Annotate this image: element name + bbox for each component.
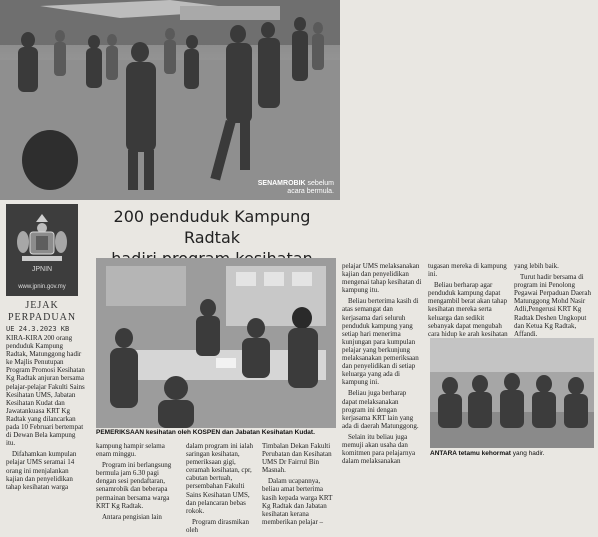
article-paragraph: Antara pengisian lain — [102, 512, 162, 521]
senamrobik-photo-illustration — [0, 0, 340, 200]
article-column-3 — [186, 442, 258, 537]
section-label — [6, 300, 78, 324]
article-paragraph: Program dirasmikan oleh — [186, 517, 249, 534]
health-check-caption-bold: PEMERIKSAAN kesihatan oleh KOSPEN dan Jabatan Kesihatan Kudat. — [96, 429, 315, 436]
article-column-7 — [514, 262, 594, 341]
health-check-photo-illustration — [96, 258, 336, 428]
top-photo-caption-text: sebelum acara bermula. — [287, 180, 334, 195]
top-photo — [0, 0, 340, 200]
article-paragraph: Program ini berlangsung bermula jam 6.30 pagi dengan sesi pendaftaran, senamrobik dan beberapa permainan bersama warga KRT Kg Radtak. — [96, 461, 172, 510]
guests-photo — [430, 338, 594, 448]
section-label-line-2: PERPADUAN — [7, 312, 77, 323]
article-column-4 — [262, 442, 336, 529]
article-paragraph: Beliau juga berharap dapat melaksanakan program ini dengan kerjasama KRT lain yang ada di daerah Matunggong. — [342, 389, 419, 430]
handwritten-date: UE 24.3.2023 KB — [6, 325, 70, 333]
headline-line-1: 200 penduduk Kampung Radtak — [113, 207, 311, 247]
article-paragraph: Turut hadir bersama di program ini Penolong Pegawai Perpaduan Daerah Matunggong Mohd Nasir Adli,Pengerusi KRT Kg Radtak Deshen Ungkoput dan Ketua Kg Radtak, Affandi. — [514, 273, 591, 338]
agency-name: JPNIN — [31, 266, 53, 273]
section-label-line-1: JEJAK — [25, 300, 59, 311]
article-column-2 — [96, 442, 176, 524]
article-paragraph: dalam program ini ialah saringan kesihatan, pemeriksaan gigi, ceramah kesihatan, cpr, cabutan bertuah, persembahan Fakulti Sains Kesihatan UMS, dan pelancaran bebas rokok. — [186, 442, 254, 515]
guests-photo-illustration — [430, 338, 594, 448]
article-paragraph: Difahamkan kumpulan pelajar UMS seramai 14 orang ini menjalankan kajian dan penyelidikan tahap kesihatan warga — [6, 450, 77, 491]
article-paragraph: KIRA-KIRA 200 orang penduduk Kampung Radtak, Matunggong hadir ke Majlis Penutupan Program Promosi Kesihatan Kg Radtak anjuran bersama pelajar-pelajar Fakulti Sains Kesihatan UMS, Jabatan Kesihatan Kudat dan Jawatankuasa KRT Kg Radtak yang dilancarkan pada 10 Februari bertempat di Dewan Bela kampung itu. — [6, 334, 85, 448]
article-column-1 — [6, 334, 86, 494]
top-photo-caption — [244, 180, 334, 196]
agency-url: www.jpnin.gov.my — [18, 284, 66, 290]
article-paragraph: Dalam ucapannya, beliau amat berterima kasih kepada warga KRT Kg Radtak dan Jabatan kesihatan kerana memberikan pelajar – — [262, 477, 333, 526]
article-paragraph: Selain itu beliau juga memuji akan usaha dan komitmen para pelajarnya dalam melaksanakan — [342, 432, 416, 466]
top-photo-caption-bold: SENAMROBIK — [257, 180, 306, 187]
guests-caption-text: yang hadir. — [512, 450, 545, 457]
coat-of-arms-icon — [14, 212, 70, 264]
article-paragraph: Beliau berterima kasih di atas semangat dan kerjasama dari seluruh penduduk kampung yang setiap hari menerima kunjungan para kumpulan pelajar yang berkunjung melaksanakan pemeriksaan dan penyelidikan di setiap keluarga yang ada di kampung ini. — [342, 297, 419, 387]
article-paragraph: yang lebih baik. — [514, 262, 559, 270]
article-paragraph: Timbalan Dekan Fakulti Perubatan dan Kesihatan UMS Dr Fairrul Bin Masnah. — [262, 442, 332, 475]
guests-caption-bold: ANTARA tetamu kehormat — [430, 450, 511, 457]
article-column-5 — [342, 262, 422, 468]
health-check-photo — [96, 258, 336, 428]
article-column-6 — [428, 262, 508, 341]
article-paragraph: pelajar UMS melaksanakan kajian dan penyelidikan mengenai tahap kesihatan di kampung itu. — [342, 262, 422, 295]
article-paragraph: Beliau berharap agar penduduk kampung dapat mengambil berat akan tahap kesihatan mereka serta keluarga dan sedikit sebanyak dapat mengubah cara hidup ke arah kesihatan — [428, 281, 508, 338]
article-paragraph: tugasan mereka di kampung ini. — [428, 262, 507, 279]
article-paragraph: kampung hampir selama enam minggu. — [96, 442, 165, 459]
guests-caption — [430, 450, 594, 458]
health-check-caption — [96, 429, 336, 437]
jpnin-logo-block — [6, 204, 78, 296]
